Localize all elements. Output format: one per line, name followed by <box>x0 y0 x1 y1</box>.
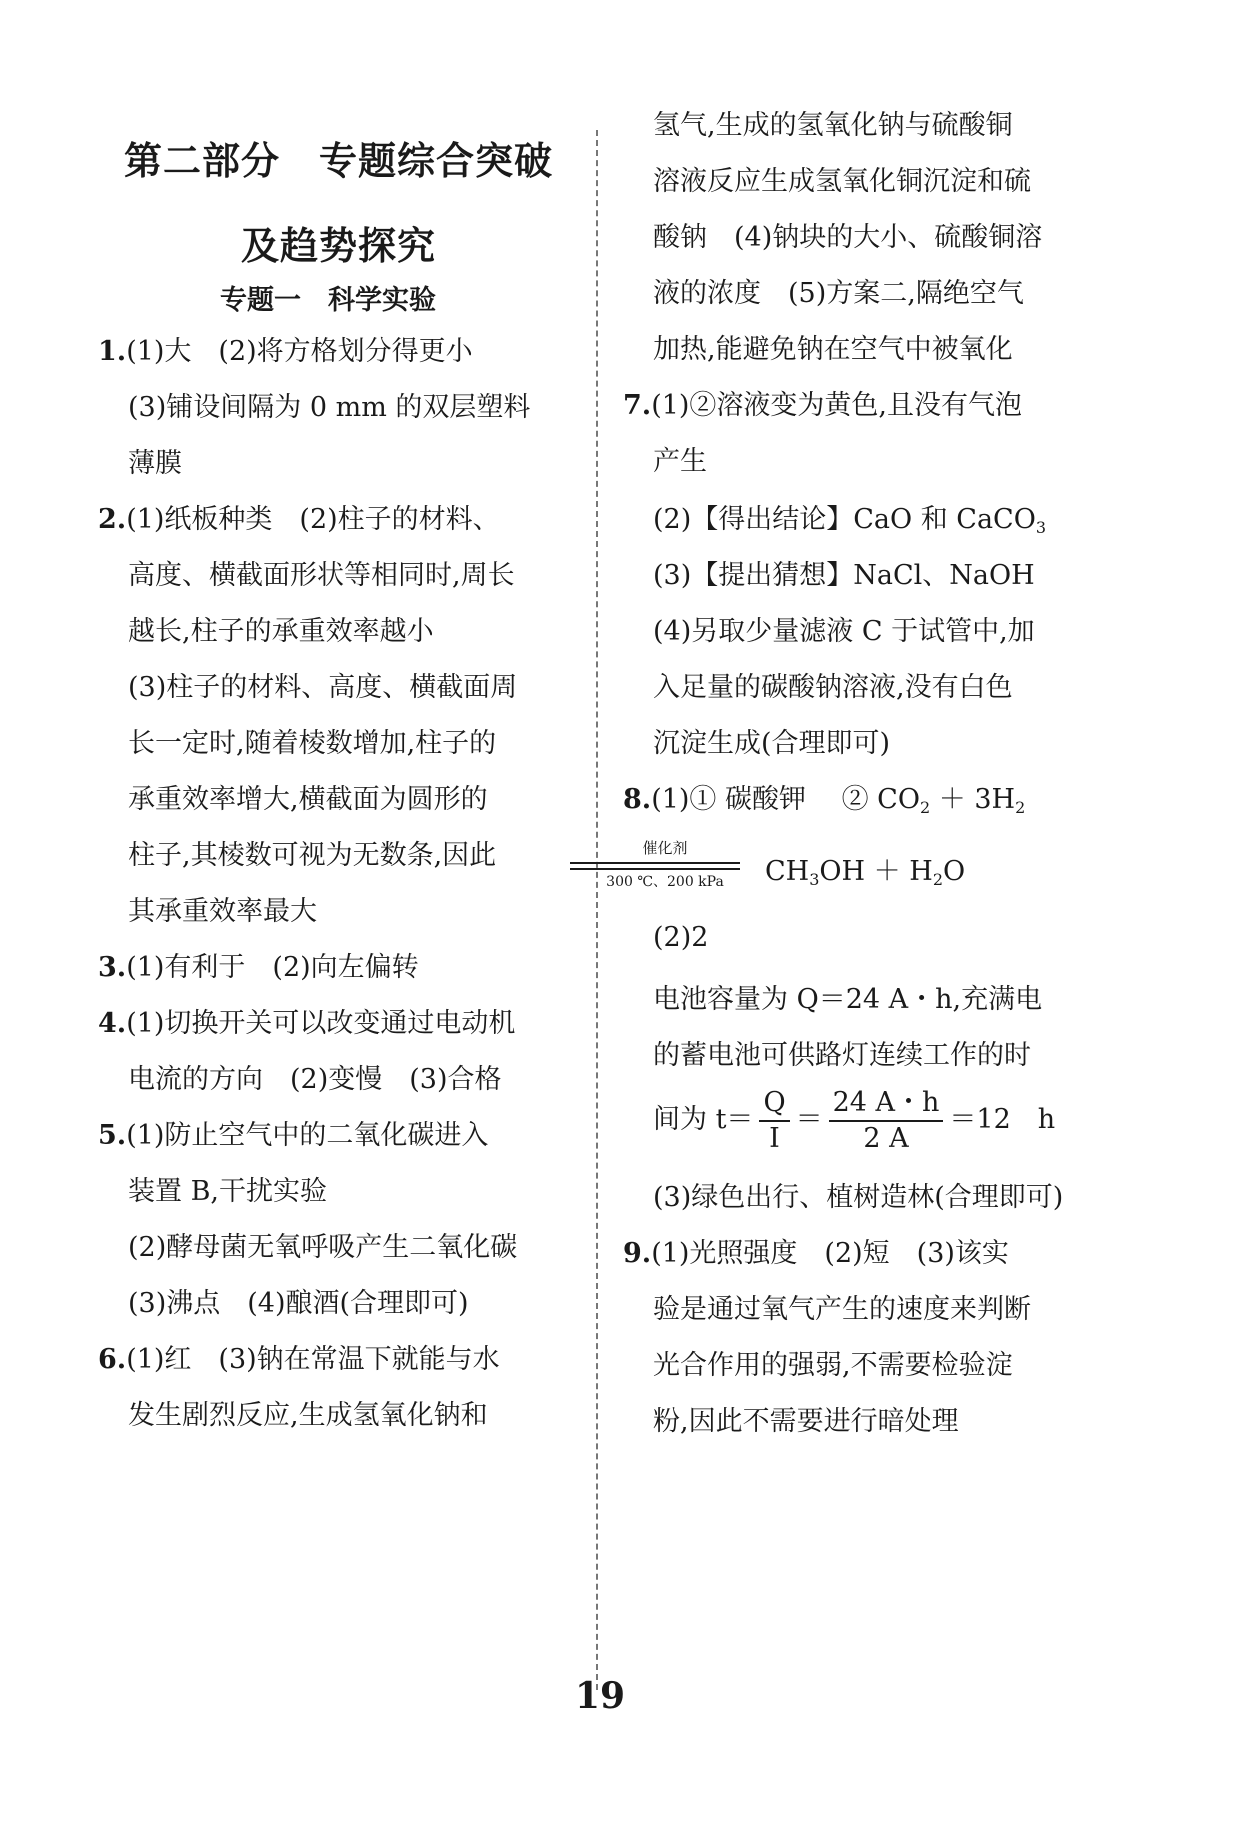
question-number: 8. <box>623 784 652 815</box>
right_lines_b-line <box>653 1402 959 1442</box>
question-number: 6. <box>98 1344 127 1375</box>
part-title: 第二部分 专题综合突破 <box>124 139 554 183</box>
answer-text: 加热,能避免钠在空气中被氧化 <box>653 334 1013 365</box>
q8-line-4: 电池容量为 Q＝24 A・h,充满电 <box>653 984 1043 1015</box>
answer-text: 承重效率增大,横截面为圆形的 <box>128 784 488 815</box>
left_lines-line <box>128 388 530 428</box>
catalyst-label: 催化剂 <box>642 839 688 857</box>
answer-text: (1)切换开关可以改变通过电动机 <box>126 1008 516 1039</box>
answer-text: 高度、横截面形状等相同时,周长 <box>128 560 515 591</box>
answer-text: 氢气,生成的氢氧化钠与硫酸铜 <box>653 110 1013 141</box>
left_lines-line <box>98 1116 488 1156</box>
right_lines_a-line <box>653 106 1013 146</box>
answer-text: (1)红 (3)钠在常温下就能与水 <box>126 1344 500 1375</box>
right_lines_a-line <box>653 274 1024 314</box>
left_lines-line <box>98 948 419 988</box>
answer-text: 粉,因此不需要进行暗处理 <box>653 1406 959 1437</box>
answer-text: 产生 <box>653 446 707 477</box>
left_lines-line <box>128 836 496 876</box>
answer-text: (1)防止空气中的二氧化碳进入 <box>126 1120 489 1151</box>
q7-line-6: 沉淀生成(合理即可) <box>653 728 891 759</box>
answer-text: 酸钠 (4)钠块的大小、硫酸铜溶 <box>653 222 1043 253</box>
right_lines_a-line <box>653 442 707 482</box>
answer-text: (3)铺设间隔为 0 mm 的双层塑料 <box>128 392 531 423</box>
left_lines-line <box>98 1340 500 1380</box>
answer-text: 长一定时,随着棱数增加,柱子的 <box>128 728 497 759</box>
topic-title: 专题一 科学实验 <box>220 285 436 316</box>
question-number: 2. <box>98 504 127 535</box>
question-number: 7. <box>623 390 652 421</box>
left_lines-line <box>128 780 488 820</box>
part-title-line2: 及趋势探究 <box>241 224 437 268</box>
left_lines-line <box>128 724 496 764</box>
left_lines-line <box>98 332 473 372</box>
right_lines_a-line <box>623 386 1022 426</box>
q7-line-3: (3)【提出猜想】NaCl、NaOH <box>653 560 1035 591</box>
q8-line-7: (3)绿色出行、植树造林(合理即可) <box>653 1182 1064 1213</box>
answer-text: (3)沸点 (4)酿酒(合理即可) <box>128 1288 469 1319</box>
q8-line-3: (2)2 <box>653 922 709 953</box>
right_lines_a-line <box>653 218 1042 258</box>
fraction-q-over-i: $\frac{Q}{I}$ <box>759 1086 789 1156</box>
q7-line-5: 入足量的碳酸钠溶液,没有白色 <box>653 672 1013 703</box>
left_lines-line <box>128 612 434 652</box>
answer-text: 柱子,其棱数可视为无数条,因此 <box>128 840 497 871</box>
answer-text: 其承重效率最大 <box>128 896 317 927</box>
answer-text: 装置 B,干扰实验 <box>128 1176 328 1207</box>
left_lines-line <box>128 444 182 484</box>
left_lines-line <box>128 556 515 596</box>
q7-line-2: (2)【得出结论】CaO 和 CaCO$_3$ <box>653 504 1047 537</box>
q8-line-5: 的蓄电池可供路灯连续工作的时 <box>653 1040 1031 1071</box>
reaction-conditions: 300 ℃、200 kPa <box>606 874 724 890</box>
answer-text: (1)纸板种类 (2)柱子的材料、 <box>126 504 500 535</box>
column-divider <box>596 130 598 1690</box>
right_lines_b-line <box>623 1234 1009 1274</box>
answer-text: (2)酵母菌无氧呼吸产生二氧化碳 <box>128 1232 518 1263</box>
q8-equation: 间为 t＝ $\frac{Q}{I}$ ＝ $\frac{24 A・h}{2 A}$ ＝12 h <box>653 1086 1056 1154</box>
left_lines-line <box>128 1172 327 1212</box>
left_lines-line <box>128 1228 517 1268</box>
left_lines-line <box>128 668 517 708</box>
right_lines_b-line <box>653 1290 1031 1330</box>
page-number: 19 <box>575 1675 626 1717</box>
left_lines-line <box>98 1004 515 1044</box>
left_lines-line <box>128 1396 488 1436</box>
question-number: 4. <box>98 1008 127 1039</box>
answer-text: 越长,柱子的承重效率越小 <box>128 616 434 647</box>
answer-text: (1)光照强度 (2)短 (3)该实 <box>651 1238 1009 1269</box>
q7-line-4: (4)另取少量滤液 C 于试管中,加 <box>653 616 1035 647</box>
right_lines_a-line <box>653 330 1013 370</box>
answer-text: (3)柱子的材料、高度、横截面周 <box>128 672 518 703</box>
fraction-capacity-over-current: $\frac{24 A・h}{2 A}$ <box>829 1086 944 1156</box>
answer-text: (1)②溶液变为黄色,且没有气泡 <box>651 390 1023 421</box>
question-number: 1. <box>98 336 127 367</box>
answer-text: 光合作用的强弱,不需要检验淀 <box>653 1350 1013 1381</box>
left_lines-line <box>128 892 317 932</box>
arrow-line-top <box>570 862 740 864</box>
question-number: 3. <box>98 952 127 983</box>
arrow-line-bottom <box>570 868 740 870</box>
answer-text: 溶液反应生成氢氧化铜沉淀和硫 <box>653 166 1031 197</box>
answer-text: 薄膜 <box>128 448 182 479</box>
answer-text: 发生剧烈反应,生成氢氧化钠和 <box>128 1400 488 1431</box>
left_lines-line <box>98 500 500 540</box>
answer-text: (1)大 (2)将方格划分得更小 <box>126 336 473 367</box>
right_lines_a-line <box>653 162 1031 202</box>
reaction-arrow <box>570 838 760 898</box>
answer-text: (1)有利于 (2)向左偏转 <box>126 952 419 983</box>
left_lines-line <box>128 1060 502 1100</box>
answer-text: 验是通过氧气产生的速度来判断 <box>653 1294 1031 1325</box>
answer-text: 电流的方向 (2)变慢 (3)合格 <box>128 1064 502 1095</box>
question-number: 9. <box>623 1238 652 1269</box>
left_lines-line <box>128 1284 469 1324</box>
right_lines_b-line <box>653 1346 1013 1386</box>
q8-products: $CH_3OH + H_2O$ <box>765 856 966 889</box>
answer-text: 液的浓度 (5)方案二,隔绝空气 <box>653 278 1024 309</box>
question-number: 5. <box>98 1120 127 1151</box>
q8-line-1: 8.(1)① 碳酸钾 ② $CO_2 + 3H_2$ <box>623 784 1026 817</box>
